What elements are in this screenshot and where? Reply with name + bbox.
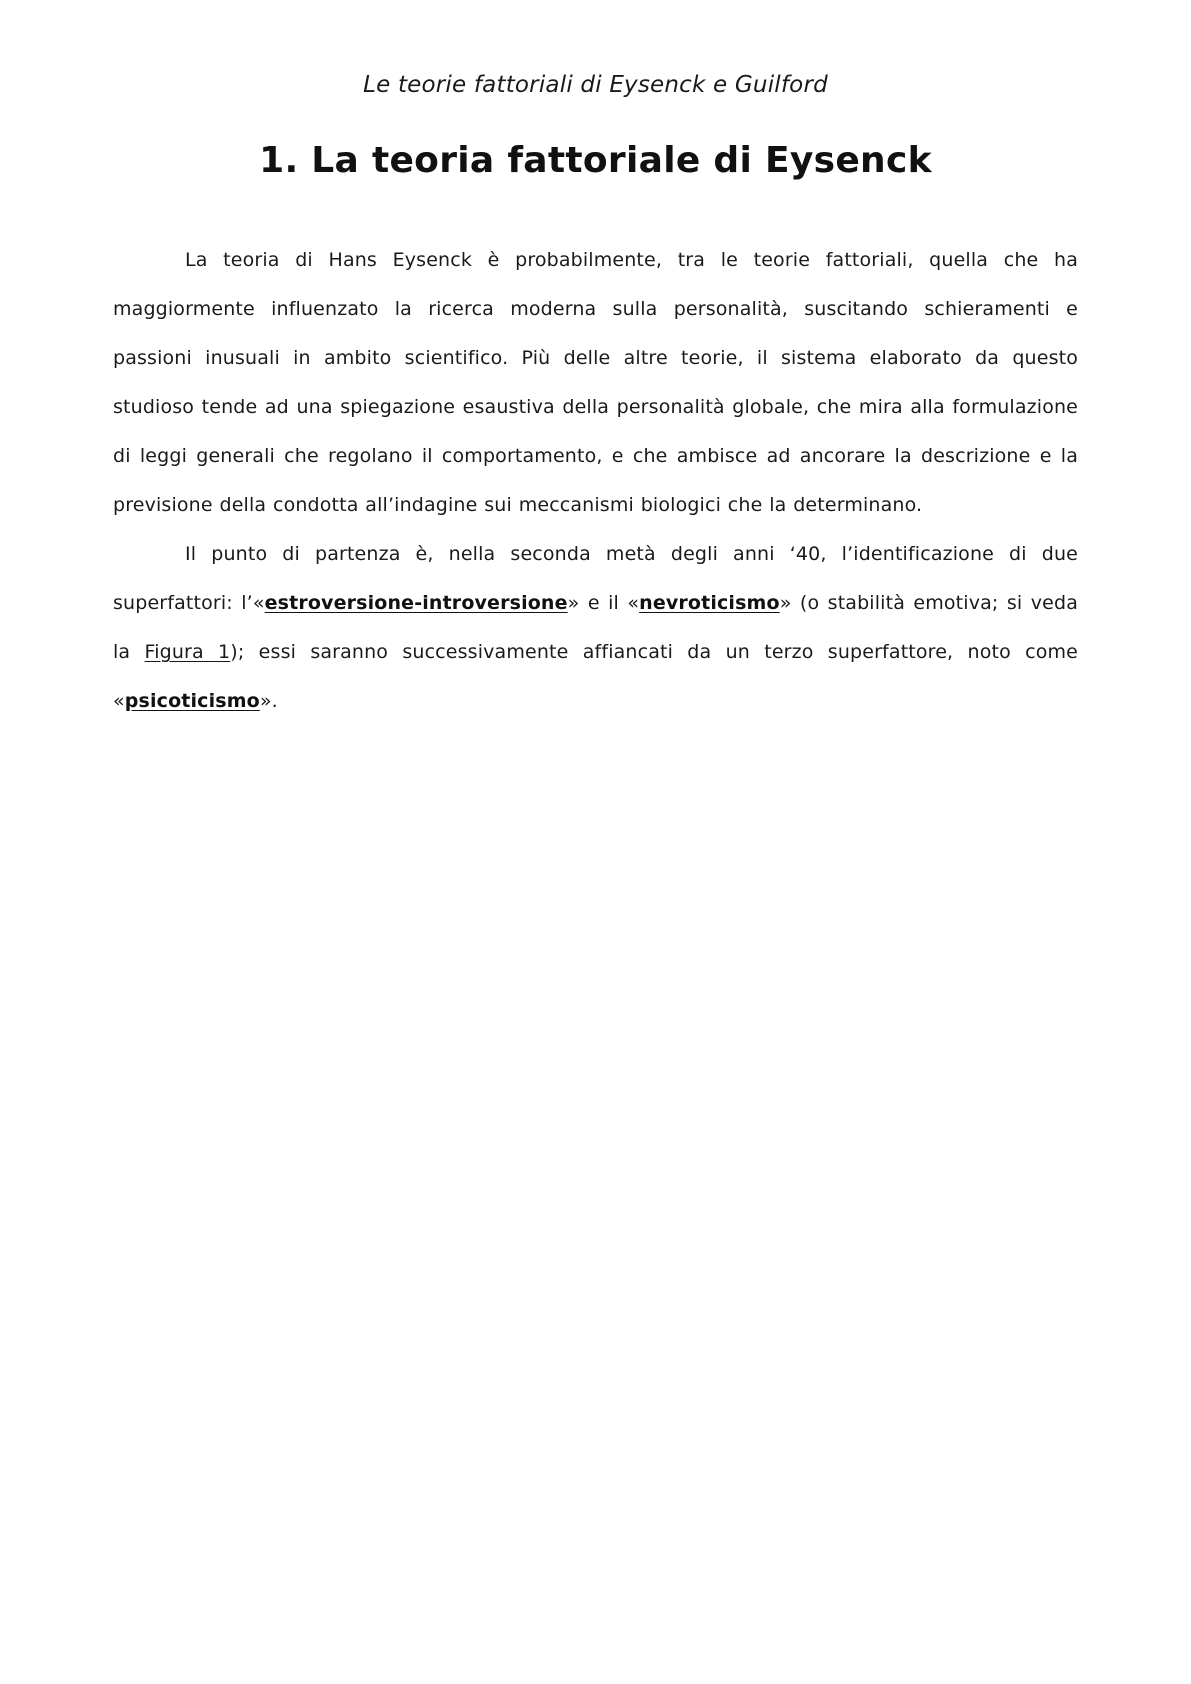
paragraph-text: » e il « [567, 592, 640, 614]
chapter-title: 1. La teoria fattoriale di Eysenck [259, 140, 932, 181]
term-link-estroversione-introversione[interactable]: estroversione-introversione [264, 592, 568, 614]
paragraph-text: » (o stabilità emotiva; si veda la [113, 592, 1078, 663]
paragraph-superfactors [113, 530, 1078, 726]
figure-reference-link[interactable]: Figura 1 [144, 641, 231, 663]
term-link-psicoticismo[interactable]: psicoticismo [124, 690, 260, 712]
paragraph-text: ); essi saranno successivamente affiancati da un terzo superfattore, noto come « [113, 641, 1078, 712]
paragraph-text: Il punto di partenza è, nella seconda metà degli anni ‘40, l’identificazione di due superfattori: l’« [113, 543, 1078, 614]
body-text [113, 236, 1078, 726]
term-link-nevroticismo[interactable]: nevroticismo [639, 592, 780, 614]
paragraph-intro: La teoria di Hans Eysenck è probabilmente, tra le teorie fattoriali, quella che ha maggiormente influenzato la ricerca moderna sulla personalità, suscitando schieramenti e passioni inusuali in ambito scientifico. Più delle altre teorie, il sistema elaborato da questo studioso tende ad una spiegazione esaustiva della personalità globale, che mira alla formulazione di leggi generali che regolano il comportamento, e che ambisce ad ancorare la descrizione e la previsione della condotta all’indagine sui meccanismi biologici che la determinano. [113, 249, 1078, 516]
paragraph-text: ». [259, 690, 278, 712]
running-header: Le teorie fattoriali di Eysenck e Guilford [363, 72, 828, 98]
